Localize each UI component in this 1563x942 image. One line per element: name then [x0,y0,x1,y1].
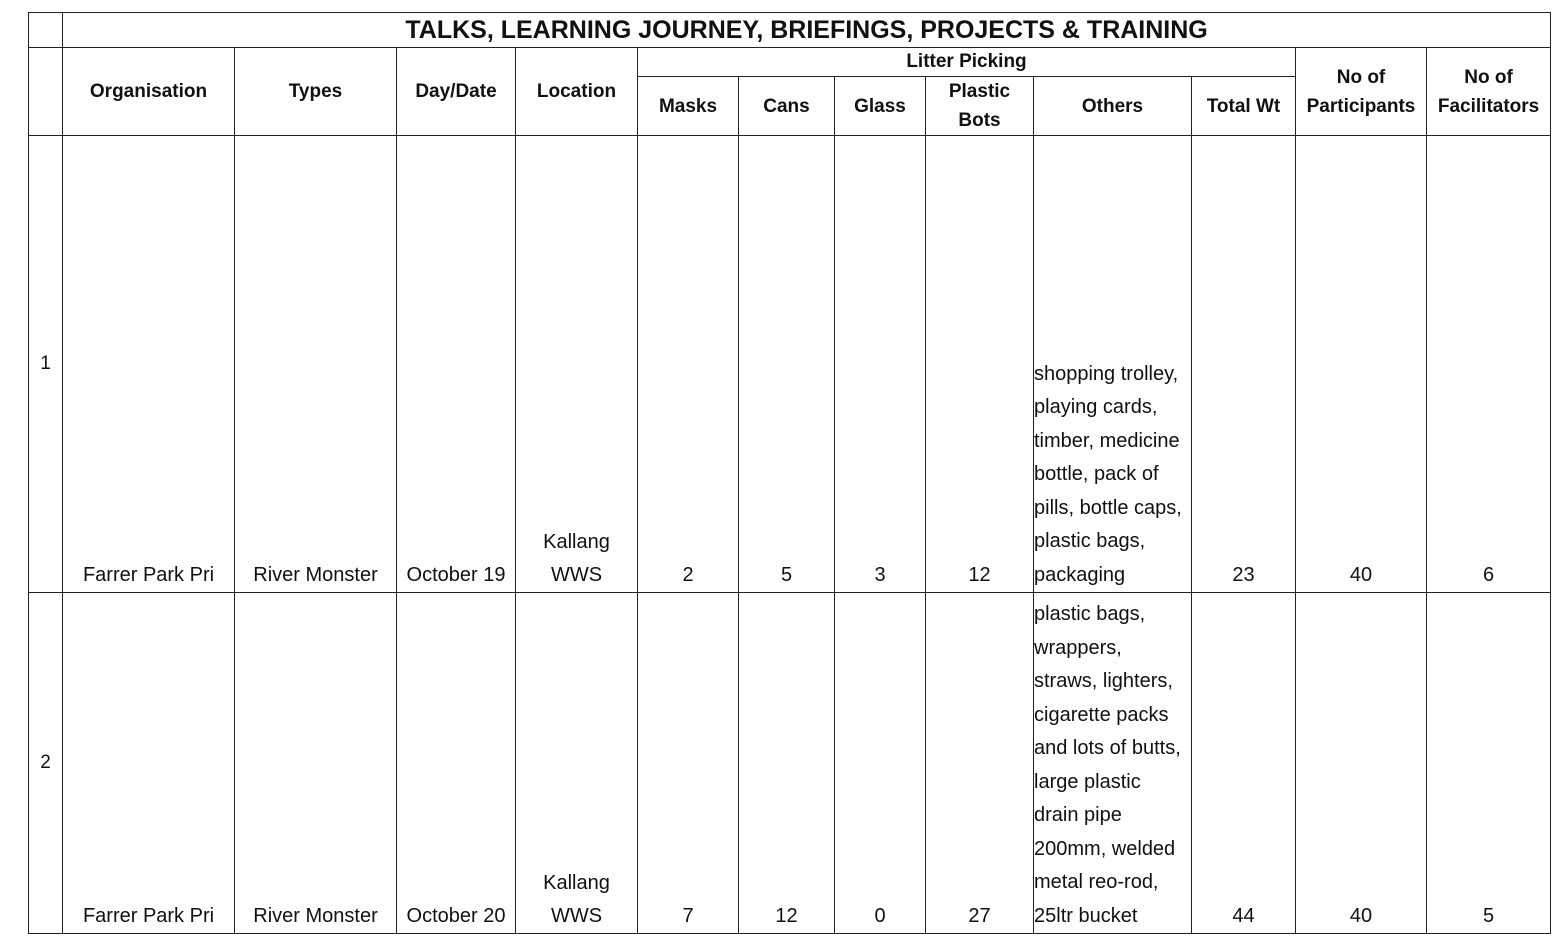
participants-cell: 40 [1296,593,1427,934]
others-line: shopping trolley, [1034,362,1179,385]
location-line1: Kallang [543,872,610,894]
row-number: 2 [29,593,63,934]
header-total-wt: Total Wt [1192,77,1296,136]
location-line2: WWS [550,564,603,586]
header-participants-line1: No of [1336,66,1386,88]
header-plastic-bots [926,77,1034,136]
location-line1: Kallang [543,531,610,553]
location-cell [516,136,638,593]
masks-cell: 7 [638,593,739,934]
plastic-bots-cell: 27 [926,593,1034,934]
organisation-cell: Farrer Park Pri [63,593,235,934]
organisation-cell: Farrer Park Pri [63,136,235,593]
header-row-1 [29,48,1551,77]
table-row [29,593,1551,934]
others-line: large plastic [1034,770,1141,793]
header-participants [1296,48,1427,136]
facilitators-cell: 5 [1427,593,1551,934]
glass-cell: 0 [835,593,926,934]
location-cell [516,593,638,934]
others-line: playing cards, [1034,396,1158,418]
header-facilitators-line1: No of [1464,66,1513,88]
cans-cell: 5 [739,136,835,593]
others-line: timber, medicine [1034,429,1180,452]
facilitators-cell: 6 [1427,136,1551,593]
others-line: plastic bags, [1034,530,1146,552]
others-line: drain pipe [1034,804,1122,826]
total-wt-cell: 23 [1192,136,1296,593]
masks-cell: 2 [638,136,739,593]
types-cell: River Monster [235,593,397,934]
cans-cell: 12 [739,593,835,934]
header-participants-line2: Participants [1306,95,1416,117]
participants-cell: 40 [1296,136,1427,593]
header-others: Others [1034,77,1192,136]
others-line: pills, bottle caps, [1034,496,1182,519]
date-cell: October 20 [397,593,516,934]
header-day-date: Day/Date [397,48,516,136]
others-line: plastic bags, [1034,603,1146,625]
others-line: packaging [1034,563,1126,586]
header-glass: Glass [835,77,926,136]
header-facilitators-line2: Facilitators [1437,95,1540,117]
header-organisation: Organisation [63,48,235,136]
glass-cell: 3 [835,136,926,593]
report-table [28,12,1551,934]
header-cans: Cans [739,77,835,136]
others-line: 25ltr bucket [1034,904,1138,927]
table-row [29,136,1551,593]
corner-cell [29,13,63,48]
header-litter-picking: Litter Picking [638,48,1296,77]
header-facilitators [1427,48,1551,136]
others-cell [1034,136,1192,593]
row-number: 1 [29,136,63,593]
others-line: bottle, pack of [1034,463,1159,485]
others-line: and lots of butts, [1034,737,1181,759]
header-plastic-bots-line1: Plastic [948,81,1011,102]
types-cell: River Monster [235,136,397,593]
header-index-cell [29,48,63,136]
location-line2: WWS [550,905,603,927]
total-wt-cell: 44 [1192,593,1296,934]
others-line: metal reo-rod, [1034,871,1159,893]
header-plastic-bots-line2: Bots [958,110,1001,131]
others-line: straws, lighters, [1034,670,1173,692]
header-types: Types [235,48,397,136]
header-masks: Masks [638,77,739,136]
others-line: wrappers, [1034,636,1122,659]
others-line: cigarette packs [1034,703,1169,726]
plastic-bots-cell: 12 [926,136,1034,593]
report-title: TALKS, LEARNING JOURNEY, BRIEFINGS, PROJECTS & TRAINING [63,13,1551,48]
title-row [29,13,1551,48]
others-line: 200mm, welded [1034,837,1176,860]
header-location: Location [516,48,638,136]
others-cell [1034,593,1192,934]
date-cell: October 19 [397,136,516,593]
